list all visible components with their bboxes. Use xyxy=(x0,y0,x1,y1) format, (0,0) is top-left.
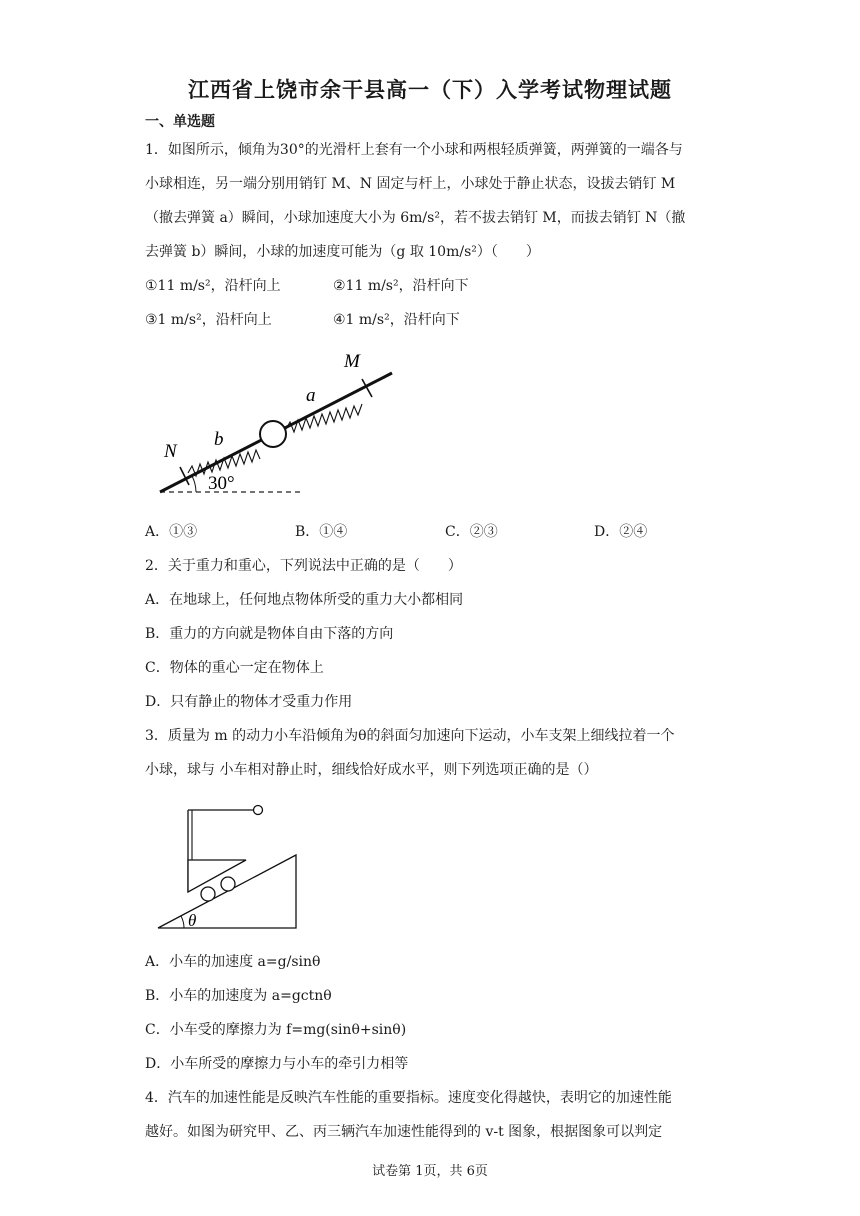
q4-stem-line-2: 越好。如图为研究甲、乙、丙三辆汽车加速性能得到的 v-t 图象，根据图象可以判定 xyxy=(145,1124,663,1140)
q1-stem-line-1: 1．如图所示，倾角为30°的光滑杆上套有一个小球和两根轻质弹簧，两弹簧的一端各与 xyxy=(145,142,683,158)
q1-label-m: M xyxy=(344,351,360,372)
q2-stem: 2．关于重力和重心，下列说法中正确的是（ ） xyxy=(145,558,462,574)
q3-cart xyxy=(188,860,246,892)
q3-figure xyxy=(150,798,310,934)
q1-option-b: B．①④ xyxy=(295,524,348,540)
q2-option-c: C．物体的重心一定在物体上 xyxy=(145,660,324,676)
q1-item-3: ③1 m/s²，沿杆向上 xyxy=(145,312,272,328)
q3-option-a: A．小车的加速度 a=g/sinθ xyxy=(145,954,321,970)
q2-option-a: A．在地球上，任何地点物体所受的重力大小都相同 xyxy=(145,592,464,608)
q3-wheel-1 xyxy=(201,887,215,901)
q3-stem-line-1: 3．质量为 m 的动力小车沿倾角为θ的斜面匀加速向下运动，小车支架上细线拉着一个 xyxy=(145,728,675,744)
q4-stem-line-1: 4．汽车的加速性能是反映汽车性能的重要指标。速度变化得越快，表明它的加速性能 xyxy=(145,1090,672,1106)
page-footer: 试卷第 1页，共 6页 xyxy=(372,1164,488,1179)
q1-label-a: a xyxy=(306,385,316,406)
q1-option-c: C．②③ xyxy=(445,524,498,540)
q3-option-c: C．小车受的摩擦力为 f=mg(sinθ+sinθ) xyxy=(145,1022,407,1038)
q1-label-angle: 30° xyxy=(208,473,235,494)
q1-figure xyxy=(150,345,410,505)
q2-option-d: D．只有静止的物体才受重力作用 xyxy=(145,694,353,710)
page-title: 江西省上饶市余干县高一（下）入学考试物理试题 xyxy=(188,78,672,102)
q1-ball xyxy=(260,421,286,447)
q3-wheel-2 xyxy=(221,877,235,891)
q1-option-a: A．①③ xyxy=(145,524,198,540)
q3-stem-line-2: 小球，球与 小车相对静止时，细线恰好成水平，则下列选项正确的是（） xyxy=(145,762,598,778)
q1-item-4: ④1 m/s²，沿杆向下 xyxy=(333,312,460,328)
q3-label-angle: θ xyxy=(188,911,197,930)
q1-label-b: b xyxy=(214,429,224,450)
q3-ball xyxy=(254,806,263,815)
q3-option-d: D．小车所受的摩擦力与小车的牵引力相等 xyxy=(145,1056,409,1072)
q1-stem-line-4: 去弹簧 b）瞬间，小球的加速度可能为（g 取 10m/s²）（ ） xyxy=(145,244,540,260)
q1-item-2: ②11 m/s²，沿杆向下 xyxy=(333,278,469,294)
section-heading: 一、单选题 xyxy=(145,114,215,130)
q1-stem-line-3: （撤去弹簧 a）瞬间，小球加速度大小为 6m/s²，若不拔去销钉 M，而拔去销钉 N（撤 xyxy=(145,210,686,226)
q1-option-d: D．②④ xyxy=(594,524,648,540)
q1-label-n: N xyxy=(164,441,177,462)
q3-angle-arc xyxy=(181,916,184,928)
q1-stem-line-2: 小球相连，另一端分别用销钉 M、N 固定与杆上，小球处于静止状态，设拔去销钉 M xyxy=(145,176,676,192)
q1-item-1: ①11 m/s²，沿杆向上 xyxy=(145,278,281,294)
q3-option-b: B．小车的加速度为 a=gctnθ xyxy=(145,988,332,1004)
q1-angle-arc xyxy=(192,476,196,492)
q2-option-b: B．重力的方向就是物体自由下落的方向 xyxy=(145,626,394,642)
